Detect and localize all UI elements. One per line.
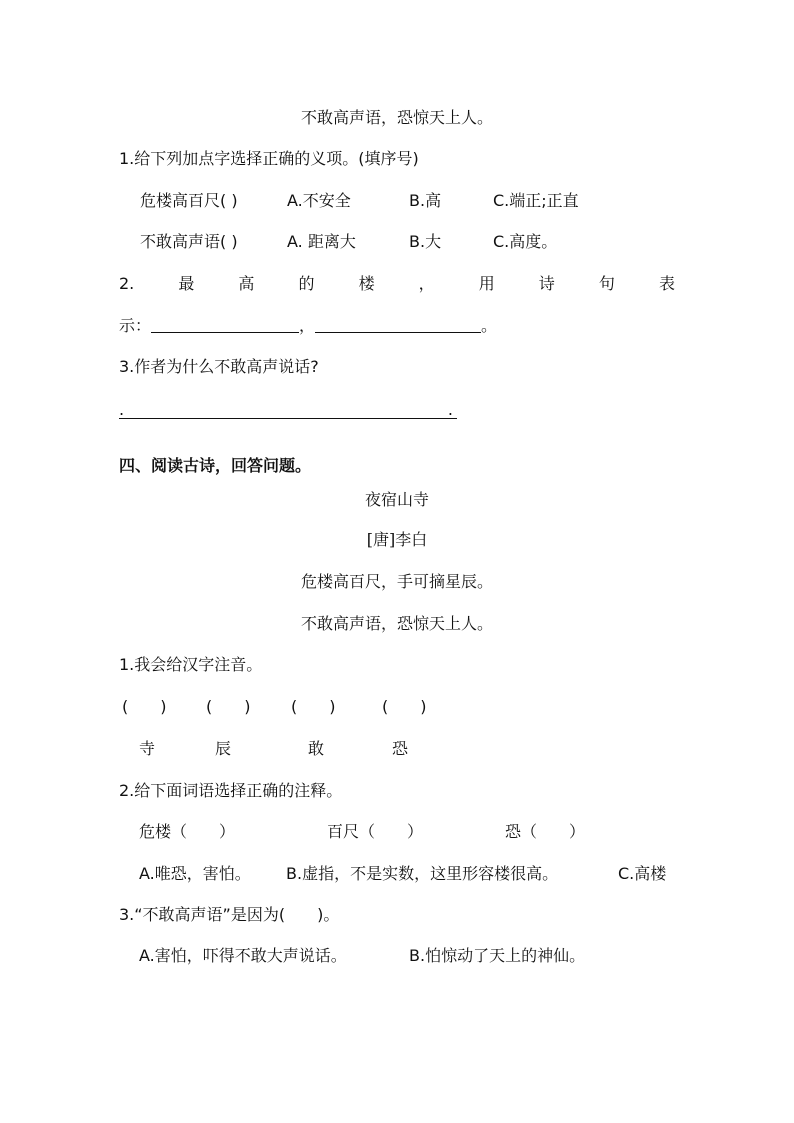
q1-row2-option-c: C.高度。 xyxy=(493,232,558,251)
question-3-prompt: 3.作者为什么不敢高声说话? xyxy=(119,357,319,376)
question-1-prompt: 1.给下列加点字选择正确的义项。(填序号) xyxy=(119,149,419,168)
s4-q2-option-a: A.唯恐，害怕。 xyxy=(139,864,251,883)
poem-author: [唐]李白 xyxy=(366,530,428,549)
poem-line-1: 危楼高百尺，手可摘星辰。 xyxy=(300,572,493,591)
hanzi-char: 辰 xyxy=(215,739,232,758)
question-2-line xyxy=(119,274,675,294)
q2-end: 。 xyxy=(481,316,498,335)
q2-char: 的 xyxy=(298,274,315,293)
q2-cont-text: 示： xyxy=(119,316,152,335)
q2-char: 诗 xyxy=(538,274,555,293)
s4-q3-option-a: A.害怕，吓得不敢大声说话。 xyxy=(139,946,347,965)
s4-question-3-prompt: 3.“不敢高声语”是因为( )。 xyxy=(119,905,340,924)
q2-char: ， xyxy=(418,274,435,293)
s4-q2-item: 百尺（ ） xyxy=(327,822,424,841)
s4-question-1-prompt: 1.我会给汉字注音。 xyxy=(119,655,263,674)
q2-char: 2. xyxy=(119,274,135,293)
q1-row1-option-b: B.高 xyxy=(409,191,442,210)
pinyin-blank[interactable]: ( ) xyxy=(382,697,427,716)
pinyin-blank[interactable]: ( ) xyxy=(206,697,251,716)
q1-row1-option-c: C.端正;正直 xyxy=(493,191,579,210)
q1-row1-option-a: A.不安全 xyxy=(287,191,351,210)
q1-row2-option-b: B.大 xyxy=(409,232,442,251)
q1-row1-stem: 危楼高百尺( ) xyxy=(140,191,238,210)
answer-blank-1[interactable] xyxy=(151,316,299,333)
q2-char: 高 xyxy=(238,274,255,293)
question-2-answer-line xyxy=(119,316,497,336)
q1-row2-option-a: A. 距离大 xyxy=(287,232,356,251)
hanzi-char: 敢 xyxy=(308,739,325,758)
q2-char: 句 xyxy=(598,274,615,293)
q3-answer-start: . xyxy=(119,400,125,419)
q2-sep: ， xyxy=(299,316,316,335)
hanzi-char: 恐 xyxy=(392,739,409,758)
s4-question-2-prompt: 2.给下面词语选择正确的注释。 xyxy=(119,781,343,800)
pinyin-blank[interactable]: ( ) xyxy=(291,697,336,716)
q1-row2-stem: 不敢高声语( ) xyxy=(140,232,238,251)
s4-q2-option-c: C.高楼 xyxy=(618,864,667,883)
poem-line: 不敢高声语，恐惊天上人。 xyxy=(300,108,493,127)
q3-answer-end: . xyxy=(447,400,453,419)
pinyin-blank[interactable]: ( ) xyxy=(122,697,167,716)
hanzi-char: 寺 xyxy=(139,739,156,758)
section-4-heading: 四、阅读古诗，回答问题。 xyxy=(119,456,312,475)
poem-line-2: 不敢高声语，恐惊天上人。 xyxy=(300,614,493,633)
poem-title: 夜宿山寺 xyxy=(364,490,429,509)
s4-q3-option-b: B.怕惊动了天上的神仙。 xyxy=(409,946,586,965)
s4-q2-item: 危楼（ ） xyxy=(139,822,236,841)
q2-char: 用 xyxy=(478,274,495,293)
q2-char: 表 xyxy=(658,274,675,293)
q2-char: 最 xyxy=(178,274,195,293)
s4-q2-option-b: B.虚指，不是实数，这里形容楼很高。 xyxy=(286,864,559,883)
answer-blank-2[interactable] xyxy=(315,316,481,333)
q2-char: 楼 xyxy=(358,274,375,293)
s4-q2-item: 恐（ ） xyxy=(505,822,586,841)
q3-answer-blank[interactable] xyxy=(119,398,457,419)
